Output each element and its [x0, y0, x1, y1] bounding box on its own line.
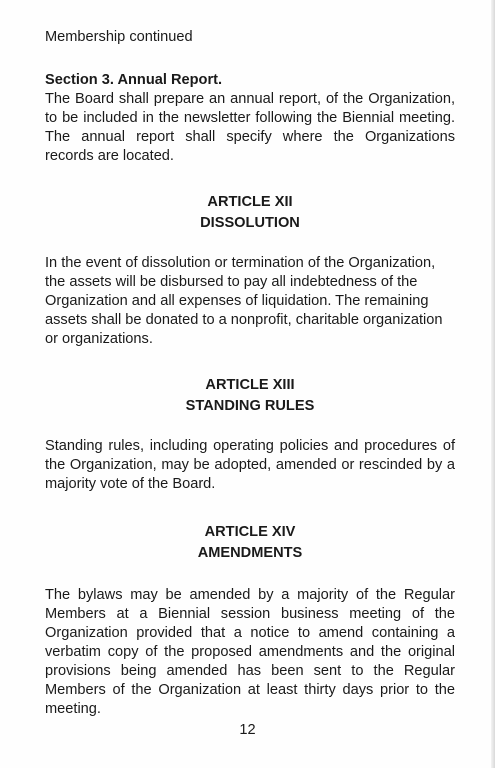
- continued-label: Membership continued: [45, 29, 193, 45]
- article-12-text: In the event of dissolution or termination of the Organization, the assets will be disbursed to pay all indebtedness of the Organization and all expenses of liquidation. The remaining assets shall be donated to a nonprofit, charitable organization or organizations.: [45, 255, 443, 347]
- article-14-text: The bylaws may be amended by a majority of the Regular Members at a Biennial session business meeting of the Organization provided that a notice to amend containing a verbatim copy of the proposed amendments and the original provisions being amended has been sent to the Regular Members of the Organization at least thirty days prior to the meeting.: [45, 587, 455, 717]
- article-12-title: DISSOLUTION: [200, 215, 300, 231]
- article-13-text: Standing rules, including operating policies and procedures of the Organization, may be adopted, amended or rescinded by a majority vote of the Board.: [45, 438, 455, 492]
- page-content: [45, 28, 455, 719]
- article-14-heading: [45, 522, 455, 564]
- article-13-number: ARTICLE XIII: [205, 377, 295, 393]
- section-3-text: The Board shall prepare an annual report, of the Organization, to be included in the newsletter following the Biennial meeting. The annual report shall specify where the Organizations records are located.: [45, 91, 455, 164]
- page-edge-shadow: [491, 0, 495, 768]
- article-12-number: ARTICLE XII: [207, 194, 293, 210]
- section-3-heading: Section 3. Annual Report.: [45, 72, 223, 88]
- article-14-title: AMENDMENTS: [197, 545, 303, 561]
- article-13-title: STANDING RULES: [185, 398, 315, 414]
- article-14-number: ARTICLE XIV: [204, 524, 296, 540]
- article-13-heading: [45, 375, 455, 417]
- article-12-heading: [45, 192, 455, 234]
- page-number: 12: [239, 722, 256, 738]
